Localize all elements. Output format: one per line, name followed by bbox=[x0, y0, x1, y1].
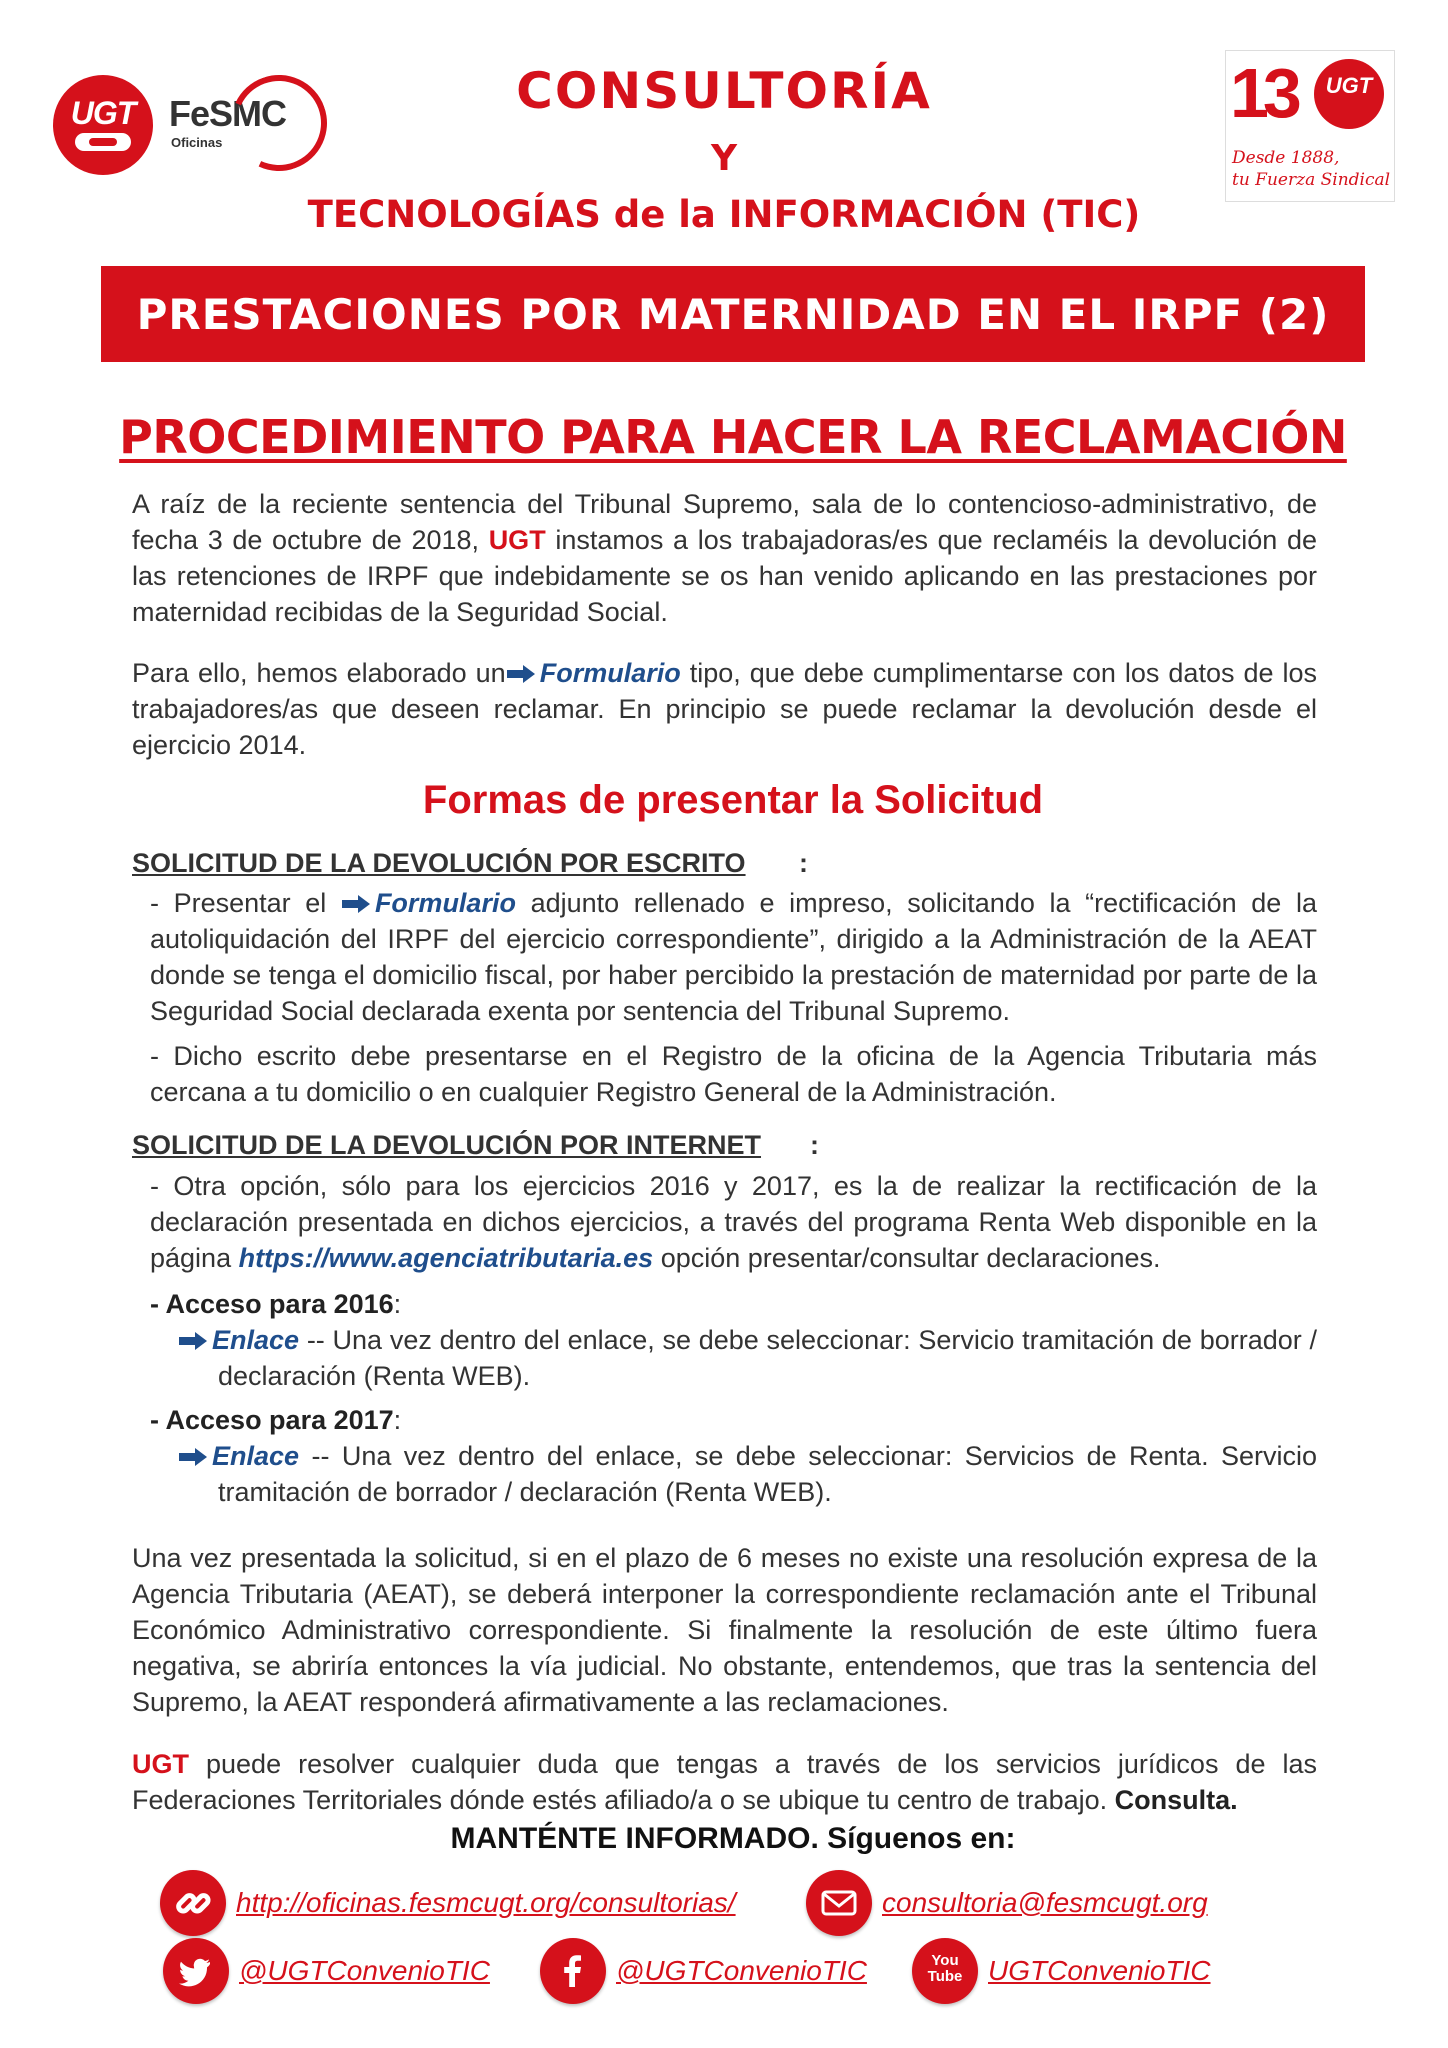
formulario-link[interactable]: Formulario bbox=[539, 658, 681, 688]
internet-b1-text-b: opción presentar/consultar declaraciones. bbox=[660, 1243, 1161, 1273]
acceso-2017-body bbox=[212, 1438, 1317, 1510]
acceso-2017-heading: - Acceso para 2017: bbox=[150, 1405, 402, 1435]
intro-paragraph-2 bbox=[132, 655, 1317, 763]
acceso-2016-body bbox=[212, 1322, 1317, 1394]
mail-icon bbox=[806, 1870, 872, 1936]
acceso-2016-label: - Acceso para 2016 bbox=[150, 1289, 394, 1319]
acceso-2016-text: -- Una vez dentro del enlace, se debe seleccionar: Servicio tramitación de borrador / declaración (Renta WEB). bbox=[218, 1325, 1317, 1391]
arrow-right-icon bbox=[506, 664, 536, 684]
intro-p1-text-b: instamos a los trabajadoras/es que reclaméis la devolución de las retenciones de IRPF que indebidamente se os han venido aplicando en las prestaciones por maternidad recibidas de la Seguridad Social. bbox=[132, 525, 1317, 627]
ugt-130-anniversary-logo bbox=[1225, 50, 1395, 202]
header-title-consultoria: CONSULTORÍA bbox=[516, 62, 932, 120]
ugt-highlight: UGT bbox=[488, 525, 546, 555]
arrow-right-icon bbox=[178, 1331, 208, 1351]
email-link[interactable]: consultoria@fesmcugt.org bbox=[882, 1887, 1208, 1918]
formas-title: Formas de presentar la Solicitud bbox=[422, 778, 1044, 822]
web-contact[interactable] bbox=[160, 1870, 736, 1936]
acceso-2016-label-text: Acceso para 2016 bbox=[165, 1289, 394, 1319]
closing-p2-text-a: puede resolver cualquier duda que tengas a través de los servicios jurídicos de las Federaciones Territoriales dónde estés afiliado/a o se ubique tu centro de trabajo. bbox=[132, 1749, 1317, 1815]
enlace-2017-link[interactable]: Enlace bbox=[212, 1441, 300, 1471]
acceso-2017-text: -- Una vez dentro del enlace, se debe seleccionar: Servicios de Renta. Servicio tramitación de borrador / declaración (Renta WEB). bbox=[218, 1441, 1317, 1507]
acceso-2017-label: - Acceso para 2017 bbox=[150, 1405, 394, 1435]
internet-heading bbox=[132, 1130, 761, 1161]
website-link[interactable]: http://oficinas.fesmcugt.org/consultorias/ bbox=[236, 1887, 736, 1918]
ugt-logo-circle bbox=[53, 75, 153, 175]
facebook-contact[interactable] bbox=[540, 1938, 867, 2004]
anniversary-number: 13 bbox=[1230, 54, 1296, 132]
link-icon bbox=[160, 1870, 226, 1936]
intro-p2-text-a: Para ello, hemos elaborado un bbox=[132, 658, 506, 688]
acceso-2016-heading: - Acceso para 2016: bbox=[150, 1289, 402, 1319]
ugt-highlight-2: UGT bbox=[132, 1749, 189, 1779]
escrito-heading-text: SOLICITUD DE LA DEVOLUCIÓN POR ESCRITO bbox=[132, 848, 746, 878]
escrito-b1-text-a: - Presentar el bbox=[150, 888, 327, 918]
twitter-contact[interactable] bbox=[163, 1938, 490, 2004]
escrito-b1-text-b: adjunto rellenado e impreso, solicitando la “rectificación de la autoliquidación del IRPF del ejercicio correspondiente”, dirigido a la Administración de la AEAT donde se tenga el domicilio fiscal, por haber percibido la prestación de maternidad por parte de la Seguridad Social declarada exenta por sentencia del Tribunal Supremo. bbox=[150, 888, 1317, 1026]
formulario-link-2[interactable]: Formulario bbox=[374, 888, 516, 918]
twitter-link[interactable]: @UGTConvenioTIC bbox=[239, 1955, 490, 1986]
ugt-130-circle bbox=[1314, 59, 1384, 129]
youtube-contact[interactable] bbox=[912, 1938, 1211, 2004]
intro-p1-text-a: A raíz de la reciente sentencia del Tribunal Supremo, sala de lo contencioso-administrativo, de fecha 3 de octubre de 2018, bbox=[132, 489, 1317, 555]
facebook-icon bbox=[540, 1938, 606, 2004]
escrito-bullet-1 bbox=[150, 885, 1317, 1029]
internet-heading-text: SOLICITUD DE LA DEVOLUCIÓN POR INTERNET bbox=[132, 1130, 762, 1160]
twitter-icon bbox=[163, 1938, 229, 2004]
follow-us-title: MANTÉNTE INFORMADO. Síguenos en: bbox=[450, 1822, 1016, 1855]
escrito-heading bbox=[132, 848, 746, 879]
youtube-icon-text: You Tube bbox=[927, 1952, 963, 1985]
ugt-logo-text: UGT bbox=[70, 95, 136, 131]
youtube-link[interactable]: UGTConvenioTIC bbox=[988, 1955, 1211, 1986]
slogan-line-1: Desde 1888, bbox=[1232, 148, 1340, 168]
title-banner bbox=[101, 266, 1365, 362]
acceso-2017-label-text: Acceso para 2017 bbox=[165, 1405, 394, 1435]
ugt-130-brand: UGT bbox=[1325, 73, 1373, 98]
oficinas-logo-text: Oficinas bbox=[171, 135, 223, 150]
escrito-heading-colon: : bbox=[799, 848, 808, 878]
closing-paragraph-2 bbox=[132, 1746, 1317, 1818]
consulta-text: Consulta. bbox=[1114, 1785, 1238, 1815]
youtube-icon bbox=[912, 1938, 978, 2004]
slogan-line-2: tu Fuerza Sindical bbox=[1232, 170, 1391, 190]
internet-b1-text-a: - Otra opción, sólo para los ejercicios 2016 y 2017, es la de realizar la rectificación de la declaración presentada en dichos ejercicios, a través del programa Renta Web disponible en la página bbox=[150, 1171, 1317, 1273]
arrow-right-icon bbox=[178, 1447, 208, 1467]
banner-title: PRESTACIONES POR MATERNIDAD EN EL IRPF (2) bbox=[136, 290, 1330, 339]
header-title-tic: TECNOLOGÍAS de la INFORMACIÓN (TIC) bbox=[307, 193, 1141, 236]
intro-p2-text-b: tipo, que debe cumplimentarse con los datos de los trabajadores/as que deseen reclamar. En principio se puede reclamar la devolución desde el ejercicio 2014. bbox=[132, 658, 1317, 760]
facebook-link[interactable]: @UGTConvenioTIC bbox=[616, 1955, 867, 1986]
header-title-y: Y bbox=[710, 138, 738, 179]
intro-paragraph-1 bbox=[132, 486, 1317, 630]
enlace-2016-link[interactable]: Enlace bbox=[212, 1325, 300, 1355]
email-contact[interactable] bbox=[806, 1870, 1208, 1936]
agencia-tributaria-link[interactable]: https://www.agenciatributaria.es bbox=[238, 1243, 654, 1273]
ugt-fesmc-logo bbox=[53, 75, 287, 175]
internet-heading-colon: : bbox=[810, 1130, 819, 1160]
arrow-right-icon bbox=[341, 894, 371, 914]
section-title: PROCEDIMIENTO PARA HACER LA RECLAMACIÓN bbox=[119, 410, 1347, 464]
handshake-icon bbox=[75, 133, 131, 151]
anniversary-slogan bbox=[1232, 147, 1392, 191]
internet-bullet-1 bbox=[150, 1168, 1317, 1276]
escrito-bullet-2: - Dicho escrito debe presentarse en el Registro de la oficina de la Agencia Tributaria más cercana a tu domicilio o en cualquier Registro General de la Administración. bbox=[150, 1041, 1317, 1107]
fesmc-logo-text: FeSMC bbox=[169, 93, 287, 134]
closing-paragraph-1: Una vez presentada la solicitud, si en el plazo de 6 meses no existe una resolución expresa de la Agencia Tributaria (AEAT), se deberá interponer la correspondiente reclamación ante el Tribunal Económico Administrativo correspondiente. Si finalmente la resolución de este último fuera negativa, se abriría entonces la vía judicial. No obstante, entendemos, que tras la sentencia del Supremo, la AEAT responderá afirmativamente a las reclamaciones. bbox=[132, 1543, 1317, 1717]
